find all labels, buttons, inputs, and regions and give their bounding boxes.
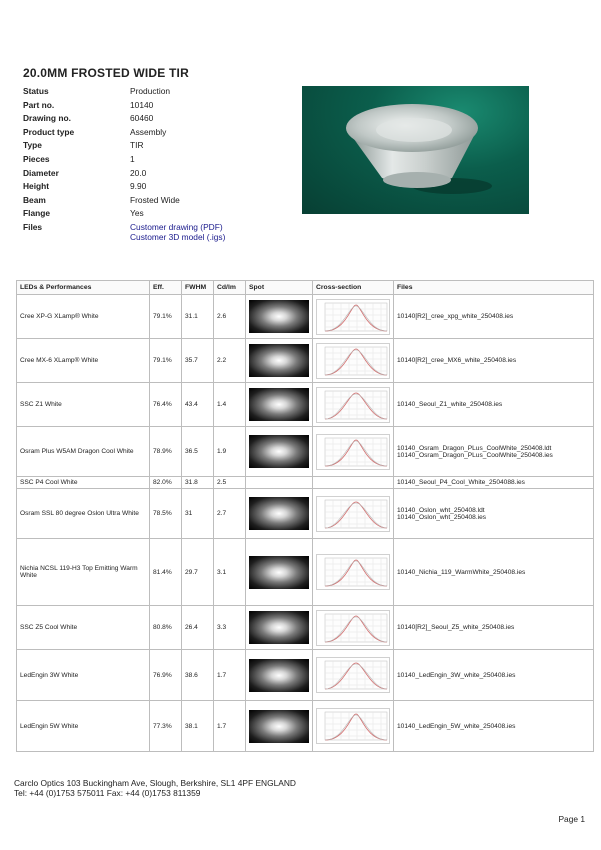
- spec-label: Drawing no.: [23, 113, 71, 124]
- header-leds: LEDs & Performances: [17, 281, 150, 295]
- table-row: [17, 606, 594, 650]
- cd-per-lm: 1.4: [214, 383, 246, 427]
- spec-label: Height: [23, 181, 50, 192]
- header-spot: Spot: [246, 281, 313, 295]
- spot-cell: [246, 295, 313, 339]
- files-cell: [394, 489, 594, 539]
- efficiency: 76.9%: [150, 650, 182, 701]
- ies-file-link[interactable]: 10140_LedEngin_3W_white_250408.ies: [397, 671, 516, 679]
- fwhm: 31.8: [182, 477, 214, 489]
- spot-image: [249, 710, 309, 743]
- cd-per-lm: 3.1: [214, 539, 246, 606]
- cross-section-cell: [313, 477, 394, 489]
- spot-cell: [246, 606, 313, 650]
- spec-row: [23, 86, 250, 100]
- cross-section-plot: [317, 435, 389, 469]
- files-cell: [394, 383, 594, 427]
- cross-section-cell: [313, 339, 394, 383]
- spec-row: [23, 181, 250, 195]
- page-number: Page 1: [558, 814, 585, 824]
- cross-section-cell: [313, 539, 394, 606]
- spec-value: 60460: [130, 113, 154, 124]
- spot-cell: [246, 489, 313, 539]
- spec-label: Diameter: [23, 167, 59, 178]
- files-cell: [394, 606, 594, 650]
- led-name: LedEngin 3W White: [17, 650, 150, 701]
- led-name: Cree XP-G XLamp® White: [17, 295, 150, 339]
- table-row: [17, 701, 594, 752]
- spec-label: Flange: [23, 208, 50, 219]
- cross-section-cell: [313, 650, 394, 701]
- spec-value: Yes: [130, 208, 144, 219]
- spot-cell: [246, 339, 313, 383]
- files-cell: [394, 650, 594, 701]
- spot-image: [249, 556, 309, 589]
- spec-value: 1: [130, 153, 135, 164]
- cross-section-cell: [313, 489, 394, 539]
- ies-file-link[interactable]: 10140_Seoul_P4_Cool_White_2504088.ies: [397, 479, 525, 486]
- efficiency: 78.9%: [150, 427, 182, 477]
- cross-section-image: [316, 343, 390, 379]
- header-cross-section: Cross-section: [313, 281, 394, 295]
- table-row: [17, 339, 594, 383]
- file-link[interactable]: Customer drawing (PDF): [130, 221, 223, 232]
- file-links: [130, 222, 250, 242]
- fwhm: 29.7: [182, 539, 214, 606]
- led-name: Osram Plus W5AM Dragon Cool White: [17, 427, 150, 477]
- led-name: SSC Z5 Cool White: [17, 606, 150, 650]
- spec-label: Pieces: [23, 153, 50, 164]
- cd-per-lm: 1.9: [214, 427, 246, 477]
- files-cell: [394, 295, 594, 339]
- ies-file-link[interactable]: 10140_Osram_Dragon_PLus_CoolWhite_250408.ies: [397, 451, 553, 459]
- spot-image: [249, 435, 309, 468]
- spot-image: [249, 497, 309, 530]
- cross-section-image: [316, 387, 390, 423]
- spot-image: [249, 300, 309, 333]
- spec-row: [23, 127, 250, 141]
- file-link[interactable]: Customer 3D model (.igs): [130, 231, 226, 242]
- spec-label: Beam: [23, 194, 46, 205]
- files-cell: [394, 701, 594, 752]
- led-name: Nichia NCSL 119-H3 Top Emitting Warm White: [17, 539, 150, 606]
- fwhm: 38.6: [182, 650, 214, 701]
- spec-value: Production: [130, 86, 171, 96]
- cross-section-plot: [317, 300, 389, 334]
- footer-address: [14, 778, 296, 798]
- spec-row: [23, 195, 250, 209]
- spot-cell: [246, 477, 313, 489]
- fwhm: 43.4: [182, 383, 214, 427]
- cross-section-plot: [317, 611, 389, 645]
- files-cell: [394, 477, 594, 489]
- header-files: Files: [394, 281, 594, 295]
- spec-label: Part no.: [23, 99, 55, 110]
- spec-label: Files: [23, 221, 43, 232]
- spec-label: Status: [23, 86, 49, 96]
- page-title: 20.0MM FROSTED WIDE TIR: [23, 66, 189, 80]
- led-name: SSC Z1 White: [17, 383, 150, 427]
- led-name: LedEngin 5W White: [17, 701, 150, 752]
- ies-file-link[interactable]: 10140[R2]_Seoul_Z5_white_250408.ies: [397, 624, 515, 631]
- led-name: Cree MX-6 XLamp® White: [17, 339, 150, 383]
- fwhm: 35.7: [182, 339, 214, 383]
- cross-section-image: [316, 610, 390, 646]
- fwhm: 26.4: [182, 606, 214, 650]
- header-eff: Eff.: [150, 281, 182, 295]
- ies-file-link[interactable]: 10140_LedEngin_5W_white_250408.ies: [397, 722, 516, 730]
- table-row: [17, 539, 594, 606]
- spec-row: [23, 168, 250, 182]
- fwhm: 31.1: [182, 295, 214, 339]
- address-line: Carclo Optics 103 Buckingham Ave, Slough, Berkshire, SL1 4PF ENGLAND: [14, 778, 296, 788]
- cross-section-image: [316, 299, 390, 335]
- spec-label: Type: [23, 140, 42, 151]
- cd-per-lm: 1.7: [214, 701, 246, 752]
- cd-per-lm: 2.2: [214, 339, 246, 383]
- cd-per-lm: 2.7: [214, 489, 246, 539]
- cross-section-cell: [313, 295, 394, 339]
- header-fwhm: FWHM: [182, 281, 214, 295]
- efficiency: 77.3%: [150, 701, 182, 752]
- spot-cell: [246, 650, 313, 701]
- spec-label: Product type: [23, 126, 75, 137]
- cross-section-plot: [317, 555, 389, 589]
- spec-value: 20.0: [130, 167, 147, 178]
- spot-cell: [246, 383, 313, 427]
- spec-value: 9.90: [130, 181, 147, 192]
- spec-row: [23, 208, 250, 222]
- ies-file-link[interactable]: 10140_Oslon_wht_250408.ldt: [397, 506, 485, 514]
- spot-cell: [246, 427, 313, 477]
- product-photo: [302, 86, 529, 214]
- cross-section-plot: [317, 388, 389, 422]
- ies-file-link[interactable]: 10140_Osram_Dragon_PLus_CoolWhite_250408.ldt: [397, 444, 552, 452]
- spec-row: [23, 113, 250, 127]
- spec-row: [23, 154, 250, 168]
- ies-file-link[interactable]: 10140_Nichia_119_WarmWhite_250408.ies: [397, 568, 526, 576]
- spec-table: [23, 86, 250, 242]
- spec-value: TIR: [130, 140, 144, 151]
- table-row: [17, 295, 594, 339]
- ies-file-link[interactable]: 10140[R2]_cree_xpg_white_250408.ies: [397, 313, 514, 320]
- cross-section-cell: [313, 427, 394, 477]
- led-name: SSC P4 Cool White: [17, 477, 150, 489]
- efficiency: 79.1%: [150, 295, 182, 339]
- cross-section-cell: [313, 383, 394, 427]
- cross-section-image: [316, 554, 390, 590]
- cd-per-lm: 2.6: [214, 295, 246, 339]
- spec-value: Frosted Wide: [130, 194, 180, 205]
- spec-value: Assembly: [130, 126, 167, 137]
- spec-row: [23, 100, 250, 114]
- cd-per-lm: 1.7: [214, 650, 246, 701]
- spec-value: 10140: [130, 99, 154, 110]
- efficiency: 79.1%: [150, 339, 182, 383]
- table-row: [17, 477, 594, 489]
- cross-section-cell: [313, 701, 394, 752]
- files-cell: [394, 539, 594, 606]
- spot-image: [249, 344, 309, 377]
- cross-section-plot: [317, 709, 389, 743]
- efficiency: 80.8%: [150, 606, 182, 650]
- cross-section-plot: [317, 658, 389, 692]
- cd-per-lm: 2.5: [214, 477, 246, 489]
- spot-image: [249, 388, 309, 421]
- spot-cell: [246, 701, 313, 752]
- table-row: [17, 427, 594, 477]
- cross-section-image: [316, 434, 390, 470]
- table-row: [17, 383, 594, 427]
- header-cdlm: Cd/lm: [214, 281, 246, 295]
- spec-row: [23, 140, 250, 154]
- fwhm: 31: [182, 489, 214, 539]
- table-row: [17, 650, 594, 701]
- spot-image: [249, 659, 309, 692]
- led-name: Osram SSL 80 degree Oslon Ultra White: [17, 489, 150, 539]
- files-cell: [394, 339, 594, 383]
- performance-table: [16, 280, 594, 752]
- ies-file-link[interactable]: 10140[R2]_cree_MX6_white_250408.ies: [397, 357, 517, 364]
- spec-row-files: [23, 222, 250, 242]
- cross-section-plot: [317, 344, 389, 378]
- ies-file-link[interactable]: 10140_Seoul_Z1_white_250408.ies: [397, 401, 503, 408]
- spot-image: [249, 611, 309, 644]
- ies-file-link[interactable]: 10140_Oslon_wht_250408.ies: [397, 513, 487, 521]
- spot-cell: [246, 539, 313, 606]
- lens-image: [302, 86, 529, 214]
- cross-section-plot: [317, 497, 389, 531]
- cd-per-lm: 3.3: [214, 606, 246, 650]
- cross-section-image: [316, 657, 390, 693]
- cross-section-image: [316, 496, 390, 532]
- efficiency: 78.5%: [150, 489, 182, 539]
- table-row: [17, 489, 594, 539]
- cross-section-image: [316, 708, 390, 744]
- efficiency: 81.4%: [150, 539, 182, 606]
- files-cell: [394, 427, 594, 477]
- cross-section-cell: [313, 606, 394, 650]
- fwhm: 38.1: [182, 701, 214, 752]
- efficiency: 76.4%: [150, 383, 182, 427]
- fwhm: 36.5: [182, 427, 214, 477]
- efficiency: 82.0%: [150, 477, 182, 489]
- contact-line: Tel: +44 (0)1753 575011 Fax: +44 (0)1753 811359: [14, 788, 201, 798]
